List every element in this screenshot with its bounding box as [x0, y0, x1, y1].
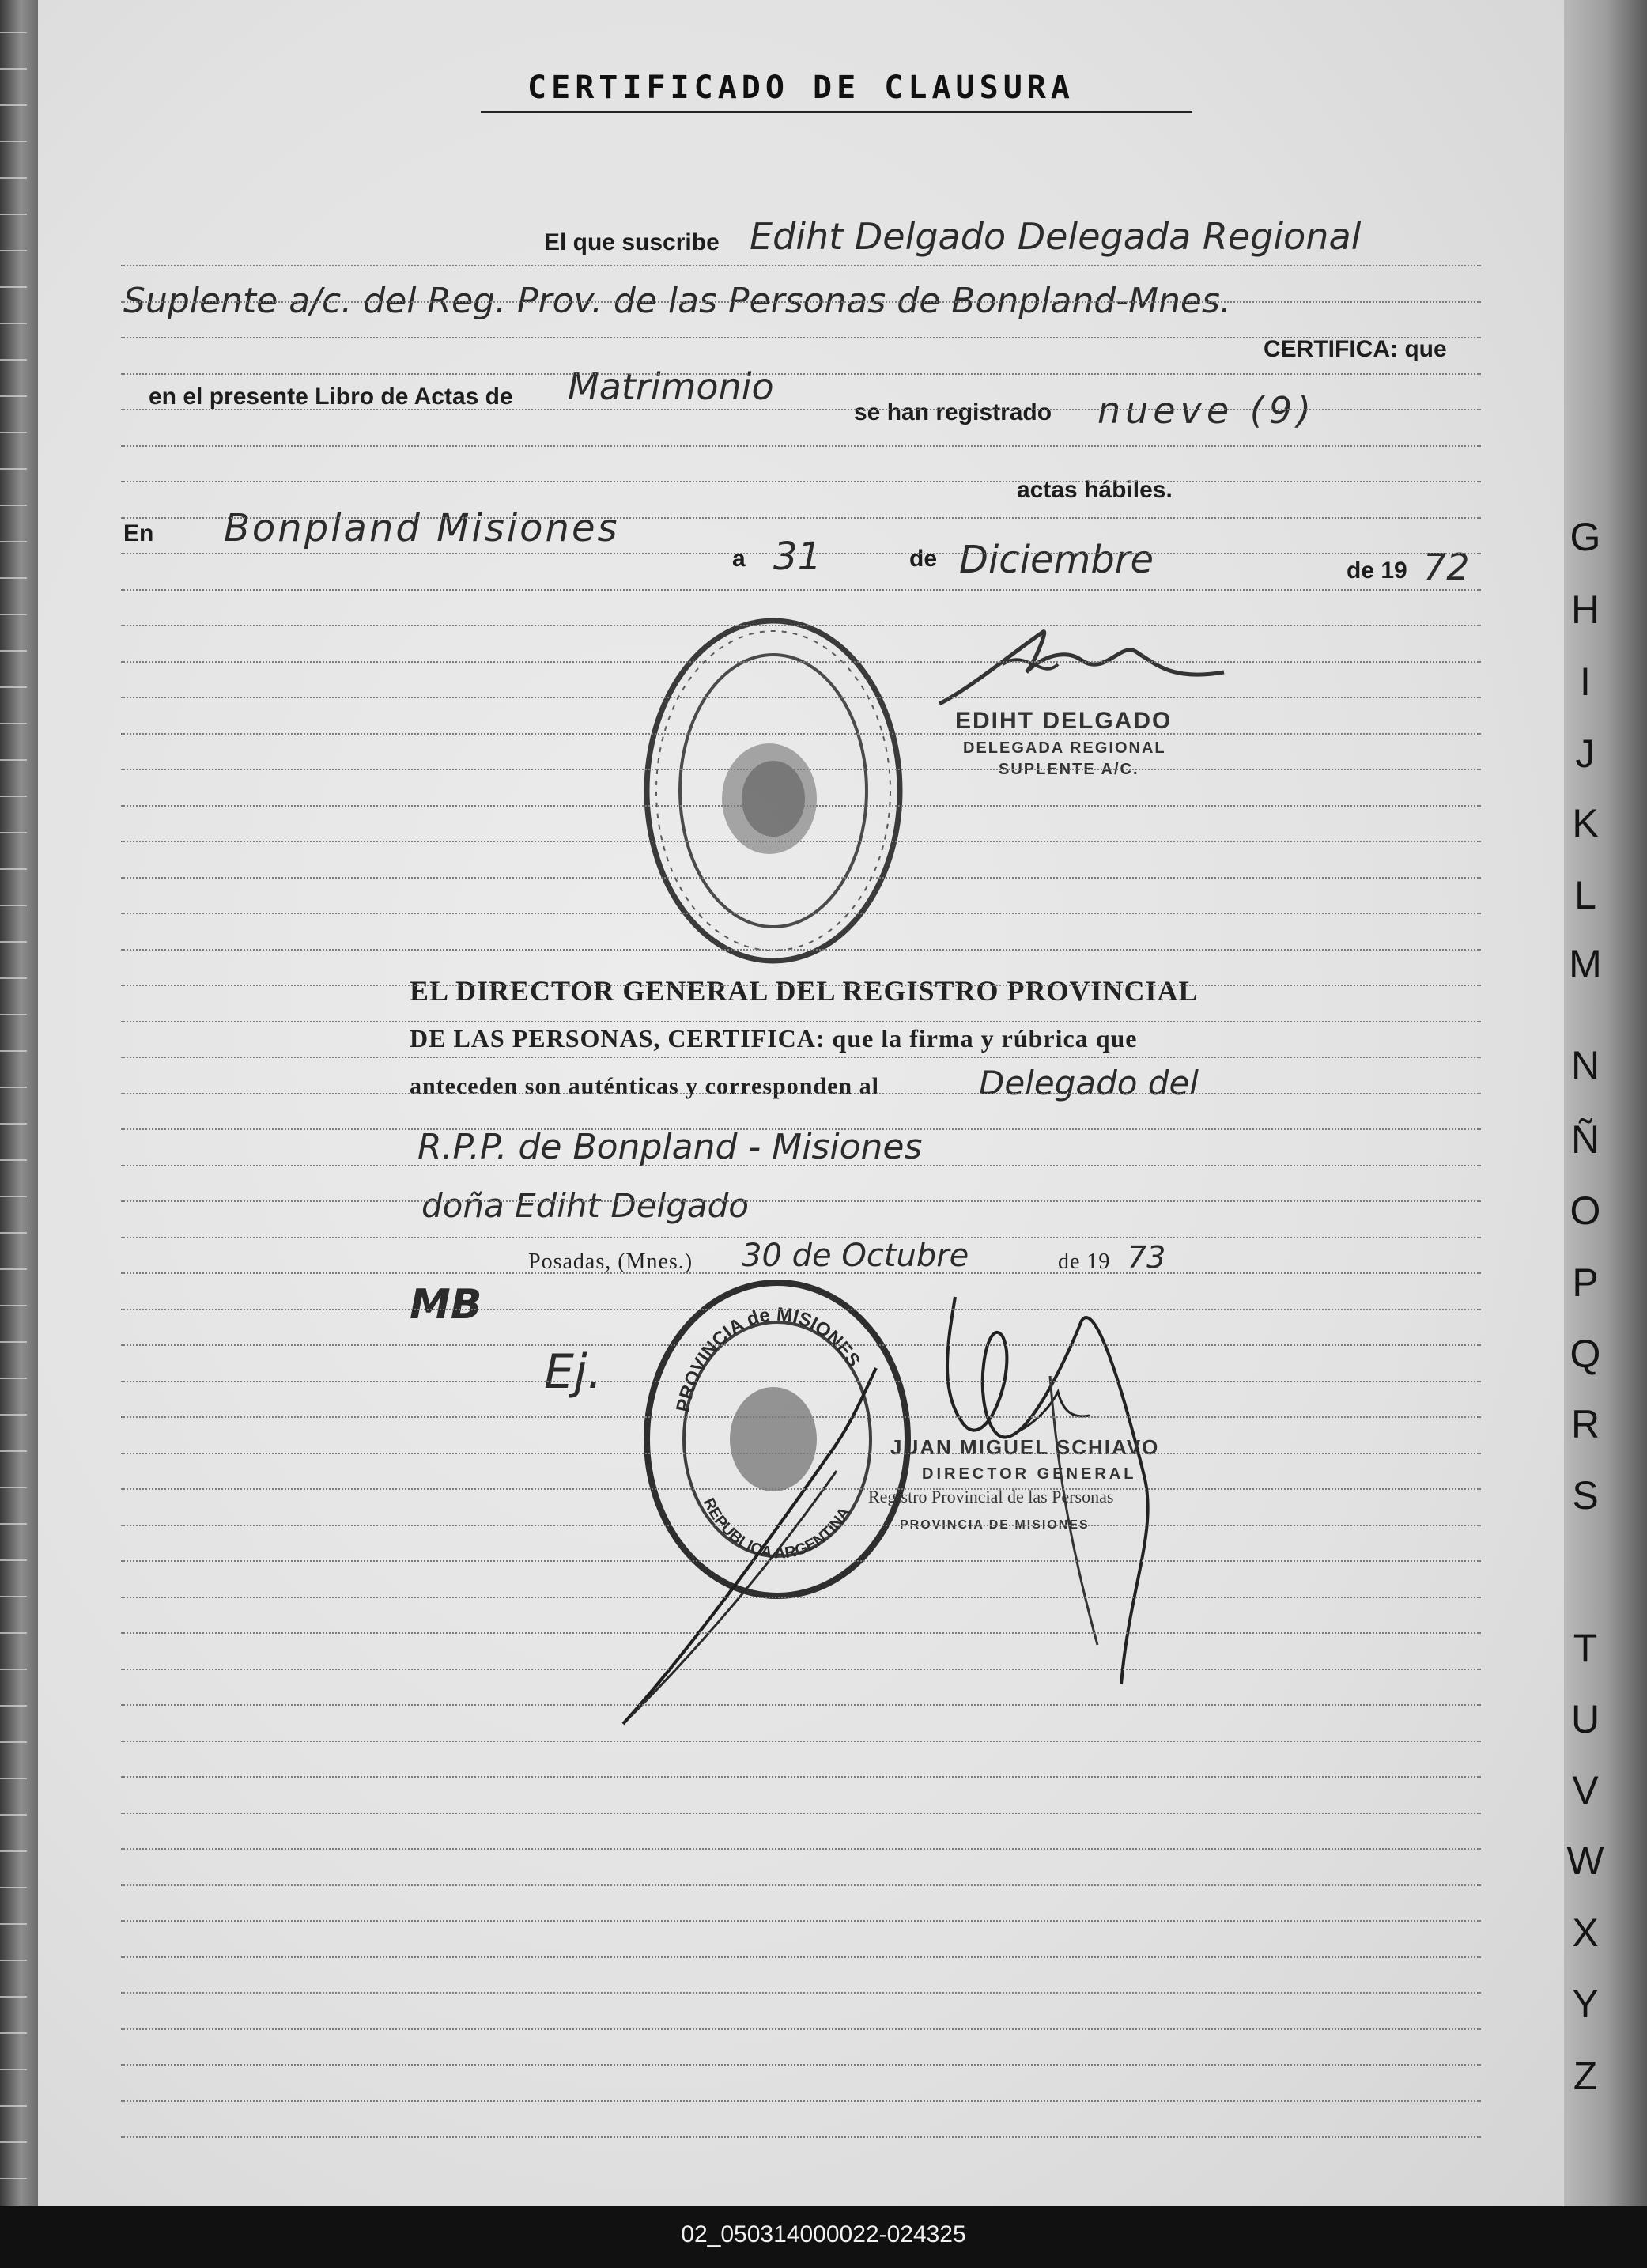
binding-tick — [0, 323, 27, 324]
ruled-line — [121, 1165, 1481, 1166]
ruled-line — [121, 1021, 1481, 1022]
registrado-label: se han registrado — [854, 399, 1052, 425]
ruled-line — [121, 589, 1481, 591]
a-label: a — [732, 546, 746, 572]
binding-tick — [0, 796, 27, 797]
ruled-line — [121, 913, 1481, 914]
director-line-5-hand: doña Ediht Delgado — [421, 1186, 749, 1225]
suplente-line: Suplente a/c. del Reg. Prov. de las Personas de Bonpland-Mnes. — [123, 281, 1231, 321]
index-letter: Y — [1572, 1982, 1599, 2026]
ruled-line — [121, 481, 1481, 482]
ruled-line — [121, 949, 1481, 951]
ruled-line — [121, 1200, 1481, 1202]
signer-2-province: PROVINCIA DE MISIONES — [900, 1518, 1090, 1532]
binding-tick — [0, 2105, 27, 2107]
binding-tick — [0, 832, 27, 833]
ruled-line — [121, 1057, 1481, 1058]
ruled-line — [121, 1416, 1481, 1418]
ej-mark: Ej. — [544, 1344, 603, 1400]
binding-tick — [0, 104, 27, 106]
ruled-line — [121, 877, 1481, 879]
ruled-line — [121, 337, 1481, 338]
en-label: En — [123, 520, 154, 546]
index-letter: J — [1575, 731, 1596, 776]
binding-tick — [0, 1123, 27, 1125]
ruled-line — [121, 985, 1481, 986]
de-label: de — [909, 546, 938, 572]
ruled-line — [121, 1669, 1481, 1670]
index-letter: Q — [1570, 1332, 1601, 1376]
signer-2-registry: Registro Provincial de las Personas — [868, 1487, 1114, 1506]
binding-tick — [0, 2069, 27, 2070]
binding-tick — [0, 286, 27, 288]
index-letter: T — [1573, 1626, 1598, 1670]
binding-tick — [0, 1159, 27, 1161]
binding-tick — [0, 614, 27, 615]
binding-tick — [0, 1669, 27, 1670]
ruled-line — [121, 1488, 1481, 1490]
ruled-line — [121, 1525, 1481, 1526]
ruled-line — [121, 1128, 1481, 1130]
certificate-title: CERTIFICADO DE CLAUSURA — [527, 70, 1075, 106]
binding-tick — [0, 1341, 27, 1343]
libro-actas-label: en el presente Libro de Actas de — [149, 384, 513, 410]
signer-2-name: JUAN MIGUEL SCHIAVO — [890, 1435, 1160, 1459]
ruled-line — [121, 1920, 1481, 1922]
ruled-line — [121, 697, 1481, 698]
binding-tick — [0, 68, 27, 70]
ruled-line — [121, 1560, 1481, 1562]
binding-tick — [0, 2032, 27, 2034]
day-value: 31 — [773, 535, 822, 579]
ruled-line — [121, 661, 1481, 663]
posadas-label: Posadas, (Mnes.) — [528, 1249, 693, 1274]
index-letter: L — [1574, 873, 1596, 917]
index-letter: G — [1570, 515, 1601, 559]
binding-tick — [0, 868, 27, 870]
suscribe-name: Ediht Delgado Delegada Regional — [750, 215, 1362, 258]
ruled-line — [121, 1704, 1481, 1706]
binding-tick — [0, 941, 27, 943]
signer-1-title: DELEGADA REGIONAL — [963, 739, 1166, 757]
director-line-3-hand: Delegado del — [979, 1064, 1199, 1102]
posadas-year-prefix: de 19 — [1058, 1249, 1111, 1274]
index-letter: H — [1570, 588, 1600, 632]
ruled-line — [121, 733, 1481, 735]
ruled-line — [121, 2100, 1481, 2102]
index-letter: O — [1570, 1189, 1601, 1233]
index-letter: X — [1572, 1911, 1599, 1955]
book-binding-edge — [0, 0, 38, 2268]
binding-tick — [0, 1778, 27, 1779]
binding-tick — [0, 723, 27, 724]
stamp-2-text-bottom: REPUBLICA ARGENTINA — [699, 1495, 854, 1563]
signer-2-title: DIRECTOR GENERAL — [922, 1465, 1137, 1483]
ruled-line — [121, 2028, 1481, 2030]
index-letter: M — [1569, 942, 1602, 986]
binding-tick — [0, 2141, 27, 2143]
binding-tick — [0, 505, 27, 506]
index-letter: U — [1570, 1697, 1600, 1741]
binding-tick — [0, 1960, 27, 1961]
year-prefix: de 19 — [1347, 558, 1407, 584]
ruled-line — [121, 553, 1481, 554]
official-stamp-1 — [639, 609, 908, 973]
ruled-line — [121, 769, 1481, 770]
signer-1-subtitle: SUPLENTE A/C. — [999, 761, 1139, 778]
ruled-line — [121, 1741, 1481, 1742]
binding-tick — [0, 1196, 27, 1197]
month-value: Diciembre — [959, 538, 1154, 582]
binding-tick — [0, 1741, 27, 1743]
binding-tick — [0, 1087, 27, 1088]
ruled-line — [121, 1093, 1481, 1094]
actas-habiles-label: actas hábiles. — [1017, 477, 1173, 503]
libro-type: Matrimonio — [568, 365, 774, 408]
binding-tick — [0, 395, 27, 397]
director-line-3: anteceden son auténticas y corresponden al — [410, 1073, 879, 1099]
binding-tick — [0, 1850, 27, 1852]
binding-tick — [0, 977, 27, 979]
binding-tick — [0, 759, 27, 761]
binding-tick — [0, 468, 27, 470]
index-letter: S — [1572, 1473, 1599, 1518]
binding-tick — [0, 1596, 27, 1597]
director-line-4-hand: R.P.P. de Bonpland - Misiones — [417, 1127, 923, 1167]
binding-tick — [0, 1523, 27, 1525]
binding-tick — [0, 1705, 27, 1707]
ruled-line — [121, 2064, 1481, 2066]
binding-tick — [0, 2178, 27, 2179]
ruled-line — [121, 301, 1481, 303]
binding-tick — [0, 250, 27, 251]
director-line-1: EL DIRECTOR GENERAL DEL REGISTRO PROVINCIAL — [410, 975, 1199, 1007]
binding-tick — [0, 141, 27, 142]
ruled-line — [121, 1309, 1481, 1310]
ruled-line — [121, 1813, 1481, 1814]
ruled-line — [121, 2136, 1481, 2138]
index-letter: Ñ — [1570, 1117, 1600, 1162]
binding-tick — [0, 1814, 27, 1816]
binding-tick — [0, 1632, 27, 1634]
ruled-line — [121, 1381, 1481, 1382]
binding-tick — [0, 577, 27, 579]
document-page — [38, 0, 1564, 2206]
ruled-line — [121, 841, 1481, 842]
signature-1-scribble — [924, 617, 1256, 720]
binding-tick — [0, 1559, 27, 1561]
binding-tick — [0, 541, 27, 542]
place-name: Bonpland Misiones — [224, 506, 620, 550]
index-letter: R — [1570, 1402, 1600, 1446]
index-letter: W — [1566, 1839, 1604, 1883]
binding-tick — [0, 1923, 27, 1925]
ruled-line — [121, 1597, 1481, 1598]
binding-tick — [0, 359, 27, 361]
ruled-line — [121, 1453, 1481, 1454]
ruled-line — [121, 1776, 1481, 1778]
posadas-year-suffix: 73 — [1128, 1240, 1166, 1275]
ruled-line — [121, 1237, 1481, 1238]
stamp-2-text-top: PROVINCIA de MISIONES — [672, 1303, 865, 1414]
ruled-line — [121, 1632, 1481, 1634]
binding-tick — [0, 1050, 27, 1052]
signer-1-name: EDIHT DELGADO — [955, 708, 1173, 734]
binding-tick — [0, 1305, 27, 1306]
binding-tick — [0, 32, 27, 33]
binding-tick — [0, 1450, 27, 1452]
year-suffix: 72 — [1423, 546, 1470, 588]
ruled-line — [121, 445, 1481, 447]
binding-tick — [0, 650, 27, 652]
ruled-line — [121, 373, 1481, 375]
ruled-line — [121, 409, 1481, 410]
ruled-line — [121, 805, 1481, 807]
binding-tick — [0, 1014, 27, 1015]
index-letter: K — [1572, 801, 1599, 845]
ruled-line — [121, 1848, 1481, 1850]
binding-tick — [0, 1414, 27, 1416]
binding-tick — [0, 214, 27, 215]
binding-tick — [0, 1378, 27, 1379]
ruled-line — [121, 1956, 1481, 1958]
actas-count: nueve (9) — [1097, 389, 1316, 432]
ruled-line — [121, 1884, 1481, 1886]
document-identifier: 02_050314000022-024325 — [681, 2221, 966, 2247]
ruled-line — [121, 1272, 1481, 1274]
index-letter: P — [1572, 1261, 1599, 1305]
index-letter: Z — [1573, 2054, 1598, 2098]
ruled-line — [121, 517, 1481, 519]
binding-tick — [0, 1887, 27, 1888]
ruled-line — [121, 625, 1481, 626]
binding-tick — [0, 1487, 27, 1488]
binding-tick — [0, 1996, 27, 1998]
ruled-line — [121, 1992, 1481, 1994]
title-underline — [481, 111, 1192, 113]
certifica-label: CERTIFICA: que — [1264, 336, 1447, 362]
posadas-date: 30 de Octubre — [742, 1238, 969, 1274]
index-letter: V — [1572, 1768, 1599, 1813]
binding-tick — [0, 686, 27, 688]
ruled-line — [121, 1344, 1481, 1346]
binding-tick — [0, 1232, 27, 1234]
binding-tick — [0, 1268, 27, 1270]
binding-tick — [0, 177, 27, 179]
index-letter: I — [1580, 660, 1591, 704]
ruled-line — [121, 265, 1481, 266]
initials-mark: MB — [410, 1281, 482, 1329]
binding-tick — [0, 905, 27, 906]
index-letter: N — [1570, 1043, 1600, 1087]
binding-tick — [0, 432, 27, 433]
director-line-2: DE LAS PERSONAS, CERTIFICA: que la firma y rúbrica que — [410, 1024, 1138, 1053]
suscribe-label: El que suscribe — [544, 229, 720, 255]
